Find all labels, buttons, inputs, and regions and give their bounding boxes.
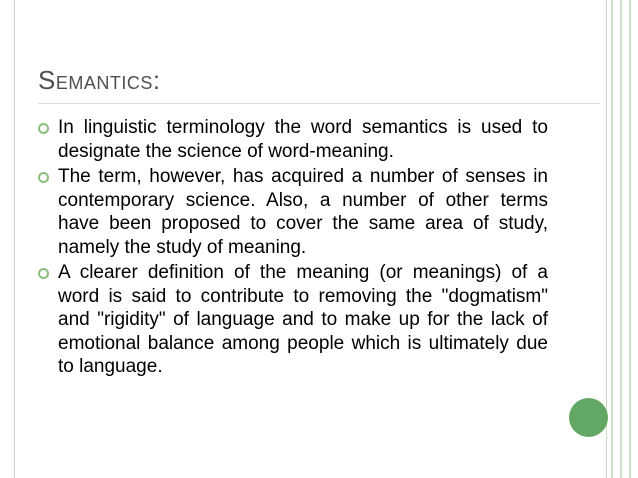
right-decor-line-3 xyxy=(629,0,631,478)
hollow-circle-bullet-icon xyxy=(38,268,49,279)
hollow-circle-bullet-icon xyxy=(38,172,49,183)
title-divider xyxy=(38,103,600,104)
slide-title: Semantics: xyxy=(38,65,161,95)
bullet-item xyxy=(38,165,548,259)
bullet-item xyxy=(38,261,548,379)
green-circle-icon xyxy=(569,398,608,437)
bullet-text: In linguistic terminology the word semantics is used to designate the science of word-meaning. xyxy=(58,117,548,162)
right-decor-line-2 xyxy=(620,0,622,478)
hollow-circle-bullet-icon xyxy=(38,123,49,134)
bullet-text: A clearer definition of the meaning (or meanings) of a word is said to contribute to removing the "dogmatism" and "rigidity" of language and to make up for the lack of emotional balance among people which is ultimately due to language. xyxy=(58,262,548,377)
right-decor-line-1 xyxy=(611,0,613,478)
bullet-text: The term, however, has acquired a number of senses in contemporary science. Also, a number of other terms have been proposed to cover the same area of study, namely the study of meaning. xyxy=(58,166,548,258)
bullet-item xyxy=(38,116,548,163)
bullet-list xyxy=(38,116,548,381)
